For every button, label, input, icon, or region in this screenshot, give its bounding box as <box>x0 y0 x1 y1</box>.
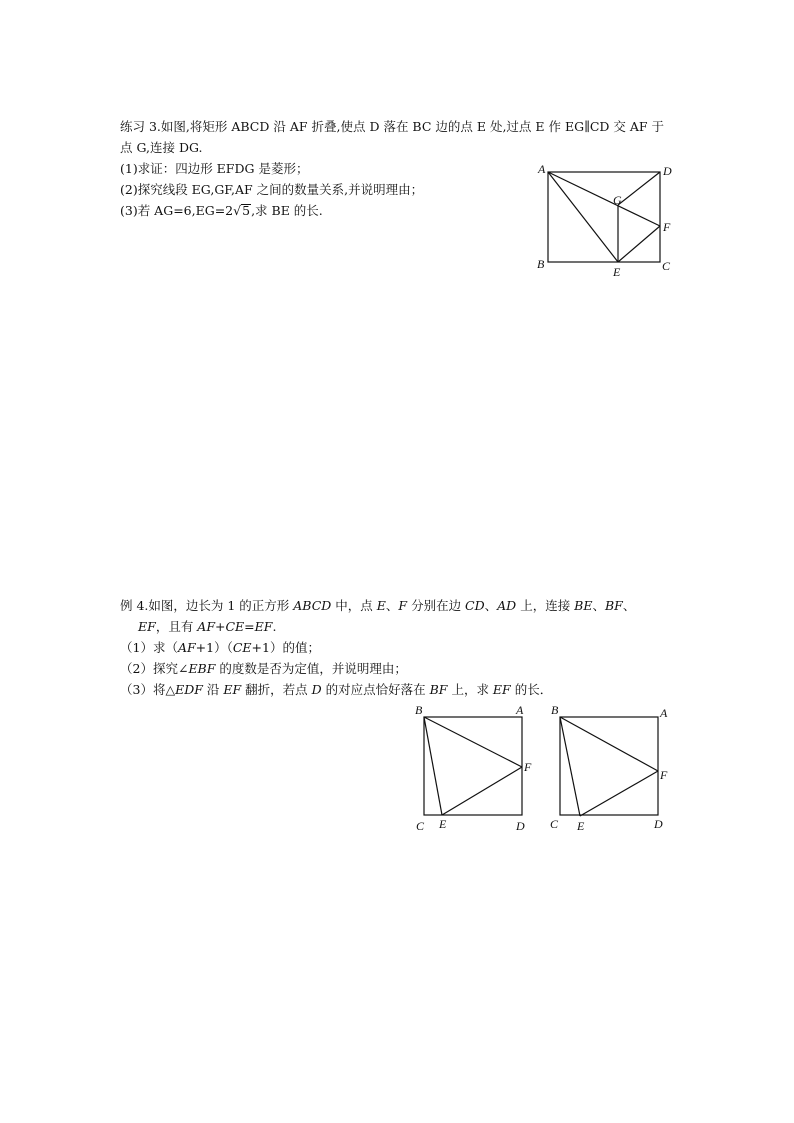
ex4-line1 <box>120 598 635 614</box>
var-ad: AD <box>497 598 517 613</box>
segment-ef <box>580 771 658 816</box>
segment-gd <box>618 172 660 205</box>
label-e: E <box>439 817 447 831</box>
var-ce: CE <box>232 640 252 655</box>
var-be: BE <box>574 598 593 613</box>
var-ef: EF <box>138 619 156 634</box>
var-e: E <box>376 598 386 613</box>
text: 上，求 <box>447 682 493 697</box>
ex3-question-3 <box>120 203 323 219</box>
label-e: E <box>577 819 585 833</box>
label-d: D <box>663 164 672 178</box>
text: （1）求（ <box>120 640 178 655</box>
text: 翻折，若点 <box>241 682 312 697</box>
text: 例 4.如图，边长为 1 的正方形 <box>120 598 294 613</box>
text: 沿 <box>202 682 224 697</box>
var-edf: EDF <box>175 682 203 697</box>
var-f: F <box>398 598 408 613</box>
text: 的对应点恰好落在 <box>321 682 430 697</box>
segment-be <box>560 717 580 816</box>
var-ef: EF <box>492 682 511 697</box>
ex3-line1: 练习 3.如图,将矩形 ABCD 沿 AF 折叠,使点 D 落在 BC 边的点 E 处,过点 E 作 EG∥CD 交 AF 于 <box>120 119 665 134</box>
square-bacd <box>560 717 658 815</box>
label-d: D <box>654 817 663 831</box>
segment-bf <box>560 717 658 771</box>
text: ，且有 <box>155 619 198 634</box>
segment-ef <box>618 226 660 262</box>
var-cd: CD <box>465 598 485 613</box>
ex4-figure-1 <box>410 700 540 840</box>
label-f: F <box>660 768 668 782</box>
var-af: AF <box>177 640 196 655</box>
ex3-line2: 点 G,连接 DG. <box>120 140 203 155</box>
text: 、 <box>622 598 636 613</box>
label-d: D <box>516 819 525 833</box>
segment-ae <box>548 172 618 262</box>
text: 、 <box>484 598 498 613</box>
label-f: F <box>524 760 532 774</box>
text: . <box>272 619 277 634</box>
equation: AF+CE=EF <box>197 619 273 634</box>
text: 中，点 <box>331 598 377 613</box>
label-a: A <box>660 706 668 720</box>
ex4-question-3 <box>120 682 552 698</box>
text: 、 <box>385 598 399 613</box>
ex4-figure-2 <box>546 700 676 840</box>
segment-ef <box>442 767 522 815</box>
ex4-question-1 <box>120 640 320 656</box>
label-c: C <box>416 819 425 833</box>
segment-be <box>424 717 442 815</box>
sqrt-sign: √ <box>233 203 242 218</box>
ex3-q3-pre: (3)若 AG=6,EG=2 <box>120 203 234 218</box>
var-ebf: EBF <box>188 661 216 676</box>
label-c: C <box>550 817 559 831</box>
text: +1）（ <box>195 640 233 655</box>
text: （3）将△ <box>120 682 176 697</box>
var-abcd: ABCD <box>293 598 332 613</box>
label-b: B <box>537 257 545 271</box>
text: 的长． <box>510 682 553 697</box>
text: 的度数是否为定值，并说明理由； <box>215 661 407 676</box>
var-bf: BF <box>605 598 623 613</box>
text: +1）的值； <box>251 640 320 655</box>
ex3-figure <box>530 160 680 280</box>
text: （2）探究∠ <box>120 661 189 676</box>
ex3-question-1: (1)求证：四边形 EFDG 是菱形； <box>120 161 309 176</box>
label-a: A <box>516 703 524 717</box>
ex3-question-2: (2)探究线段 EG,GF,AF 之间的数量关系,并说明理由； <box>120 182 424 197</box>
text: 分别在边 <box>407 598 466 613</box>
var-ef: EF <box>223 682 242 697</box>
label-e: E <box>613 265 621 279</box>
label-f: F <box>663 220 671 234</box>
text: 上，连接 <box>516 598 575 613</box>
label-b: B <box>415 703 423 717</box>
label-a: A <box>538 162 546 176</box>
label-c: C <box>662 259 671 273</box>
var-bf: BF <box>429 682 448 697</box>
segment-af <box>548 172 660 226</box>
sqrt-value: 5 <box>242 203 251 218</box>
text: 、 <box>592 598 605 613</box>
ex4-question-2 <box>120 661 407 677</box>
label-b: B <box>551 703 559 717</box>
var-d: D <box>311 682 322 697</box>
ex4-line2 <box>138 619 276 635</box>
ex3-q3-post: ,求 BE 的长. <box>251 203 323 218</box>
label-g: G <box>613 193 622 207</box>
segment-bf <box>424 717 522 767</box>
